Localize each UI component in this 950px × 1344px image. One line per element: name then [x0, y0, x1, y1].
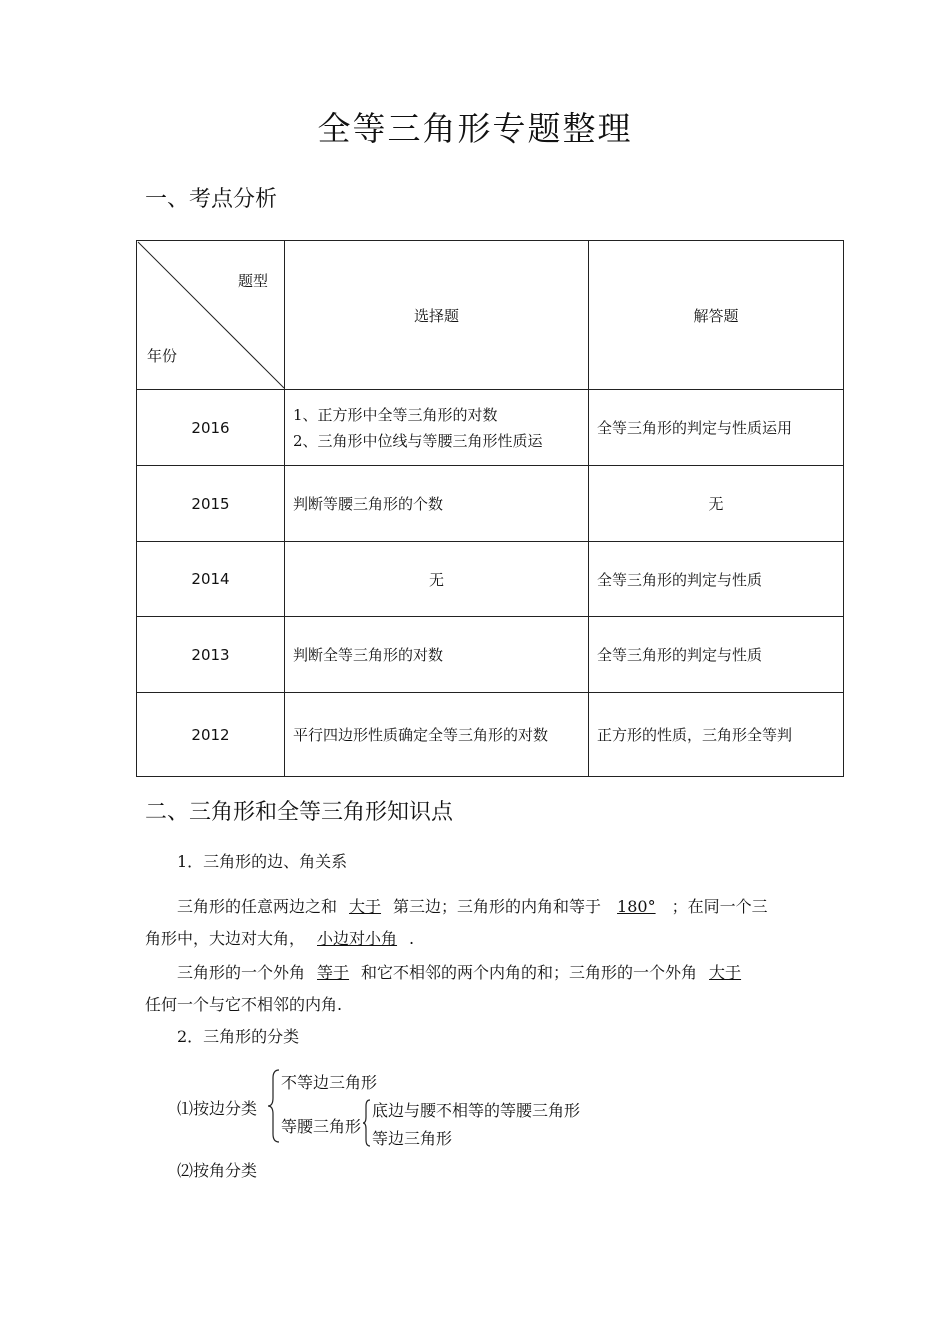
isosceles-label: 等腰三角形	[281, 1117, 362, 1136]
paragraph-exterior-angle-line1: 三角形的一个外角 等于 和它不相邻的两个内角的和；三角形的一个外角 大于	[177, 957, 753, 989]
blank-answer: 等于	[317, 963, 350, 982]
classify-by-side-label: ⑴按边分类	[177, 1099, 258, 1118]
paragraph-exterior-angle-line2: 任何一个与它不相邻的内角.	[145, 995, 343, 1014]
brace-icon	[267, 1068, 281, 1144]
choice-line: 2、三角形中位线与等腰三角形性质运	[293, 431, 543, 450]
corner-label-type: 题型	[237, 272, 268, 290]
table-row	[137, 390, 844, 466]
blank-answer: 小边对小角	[317, 929, 398, 948]
brace-icon	[362, 1098, 372, 1148]
answer-cell: 全等三角形的判定与性质	[589, 617, 844, 693]
table-row	[137, 693, 844, 777]
answer-cell: 正方形的性质，三角形全等判	[589, 693, 844, 777]
year-cell: 2016	[137, 390, 285, 466]
choice-cell: 判断全等三角形的对数	[285, 617, 589, 693]
table-row	[137, 542, 844, 617]
table-row	[137, 617, 844, 693]
page-title: 全等三角形专题整理	[317, 109, 633, 148]
exam-analysis-table	[136, 240, 844, 777]
scalene-label: 不等边三角形	[281, 1073, 378, 1092]
diagonal-line	[137, 241, 285, 389]
paragraph-sides-angles-line2: 角形中，大边对大角， 小边对小角 .	[145, 929, 415, 948]
isosceles-subtype-1: 底边与腰不相等的等腰三角形	[372, 1101, 581, 1120]
choice-cell: 无	[285, 542, 589, 617]
year-cell: 2013	[137, 617, 285, 693]
column-header-choice: 选择题	[285, 241, 589, 390]
year-cell: 2012	[137, 693, 285, 777]
choice-cell: 判断等腰三角形的个数	[285, 466, 589, 542]
corner-label-year: 年份	[147, 347, 178, 365]
answer-cell: 全等三角形的判定与性质运用	[589, 390, 844, 466]
section-heading-knowledge: 二、三角形和全等三角形知识点	[145, 800, 454, 825]
choice-cell: 平行四边形性质确定全等三角形的对数	[285, 693, 589, 777]
section-heading-analysis: 一、考点分析	[145, 187, 278, 212]
isosceles-subtype-2: 等边三角形	[372, 1129, 453, 1148]
choice-line: 1、正方形中全等三角形的对数	[293, 405, 498, 424]
classify-by-angle-label: ⑵按角分类	[177, 1161, 258, 1180]
year-cell: 2015	[137, 466, 285, 542]
answer-cell: 无	[589, 466, 844, 542]
knowledge-heading-1: 1．三角形的边、角关系	[177, 852, 348, 871]
blank-answer: 180°	[617, 897, 656, 916]
blank-answer: 大于	[709, 963, 742, 982]
knowledge-heading-2: 2．三角形的分类	[177, 1027, 300, 1046]
table-row	[137, 466, 844, 542]
corner-cell	[137, 241, 285, 390]
choice-cell	[285, 390, 589, 466]
answer-cell: 全等三角形的判定与性质	[589, 542, 844, 617]
column-header-answer: 解答题	[589, 241, 844, 390]
blank-answer: 大于	[349, 897, 382, 916]
year-cell: 2014	[137, 542, 285, 617]
table-header-row	[137, 241, 844, 390]
paragraph-sides-angles-line1: 三角形的任意两边之和 大于 第三边；三角形的内角和等于 180° ；在同一个三	[177, 897, 768, 916]
